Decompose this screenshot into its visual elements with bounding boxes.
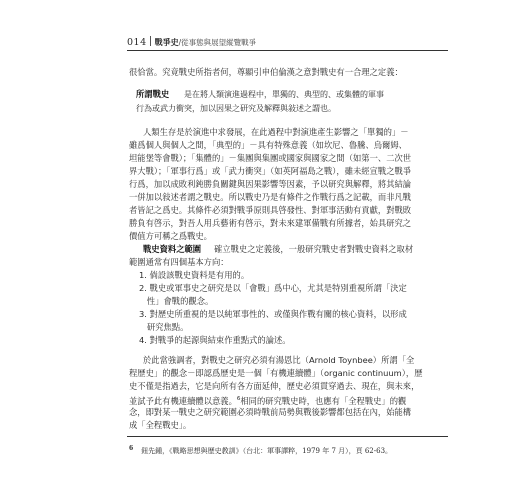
header-divider [150, 36, 151, 46]
list-item: 4. 對戰爭的起源與結束作重點式的論述。 [139, 335, 291, 345]
body-line: 一併加以敍述者謂之戰史。所以戰史乃是有條件之作戰行爲之記載，而非凡戰 [129, 192, 412, 202]
body-line: 確立戰史之定義後，一般研究戰史者對戰史資料之取材 [214, 244, 414, 254]
body-line: 行爲，加以成敗利鈍勝負關鍵與因果影響等因素，予以研究與解釋，將其結論 [129, 179, 412, 189]
footnote-number: 6 [129, 445, 134, 452]
list-item: 1. 倘設該戰史資料是有用的。 [139, 270, 250, 280]
list-item: 研究焦點。 [139, 322, 189, 332]
list-item: 3. 對歷史所重視的是以純軍事性的、或僅與作戰有關的核心資料，以形成 [139, 309, 407, 319]
list-item: 性」會戰的觀念。 [139, 296, 214, 306]
body-line: 史不僅是指過去，它是向所有各方面延伸，歷史必須貫穿過去、現在，與未來， [129, 381, 420, 391]
running-header [127, 36, 256, 48]
list-item: 2. 戰史或軍事史之研究是以「會戰」爲中心，尤其是特別重視所謂「決定 [139, 283, 407, 293]
footnote-marker[interactable]: 6 [236, 396, 241, 402]
section-term: 戰史資料之範圍 [143, 244, 202, 254]
body-line: 成「全程戰史」。 [129, 420, 192, 430]
body-line: 念，即對某一戰史之研究範圍必須時戰前局勢與戰後影響都包括在內，始能構 [129, 407, 412, 417]
body-line: 程歷史」的觀念－即認爲歷史是一個「有機連續體」（organic continuum），歷 [129, 368, 423, 378]
body-line: 人類生存是於演進中求發展，在此過程中對演進產生影響之「單獨的」－ [143, 127, 409, 137]
body-line: 於此當強調者，對戰史之研究必須有湯恩比（Arnold Toynbee）所謂「全 [143, 355, 415, 365]
book-subtitle: /從事態與展望縱覽戰爭 [178, 38, 257, 47]
body-line: 勝負有啓示，對吾人用兵藝術有啓示，對未來建軍備戰有所據者，始具研究之 [129, 218, 412, 228]
footnote [129, 444, 392, 456]
body-line: 者皆記之爲史。其條件必須對戰爭原則具啓發性、對軍事活動有貢獻，對戰敗 [129, 205, 412, 215]
body-text: 並試予此有機連續體以意義。 [129, 396, 237, 406]
book-title: 戰爭史 [154, 38, 179, 47]
body-line: 界大戰）；「軍事行爲」或「武力衝突」（如英阿福島之戰），雖未經宣戰之戰爭 [129, 166, 412, 176]
footnote-rule [127, 436, 448, 437]
body-line: 範圍通常有四個基本方向： [129, 257, 229, 267]
definition-line: 是在將人類演進過程中，單獨的、典型的、或集體的軍事 [184, 90, 384, 99]
body-line: 雖爲個人與個人之間，「典型的」－具有特殊意義（如坎尼、魯騰、烏爾姆、 [129, 140, 407, 150]
body-text: 相同的研究戰史時，也應有「全程戰史」的觀 [240, 396, 407, 406]
definition-line: 行為或武力衝突，加以因果之研究及解釋與敍述之謂也。 [136, 104, 336, 113]
body-line: 坦能堡等會戰）；「集體的」－集團與集團或國家與國家之間（如第一、二次世 [129, 153, 412, 163]
body-line: 價值方可稱之爲戰史。 [129, 231, 212, 241]
footnote-text: 鈕先鍾，《戰略思想與歷史教訓》（台北：軍事譯粹，1979 年 7 月），頁 62-63。 [141, 447, 393, 455]
page-number: 014 [127, 37, 147, 48]
header-rule [127, 50, 448, 51]
body-line: 很恰當。究竟戰史所指者何，尊顯引申伯倫漢之意對戰史有一合理之定義： [129, 67, 403, 77]
definition-term: 所謂戰史 [136, 89, 170, 99]
